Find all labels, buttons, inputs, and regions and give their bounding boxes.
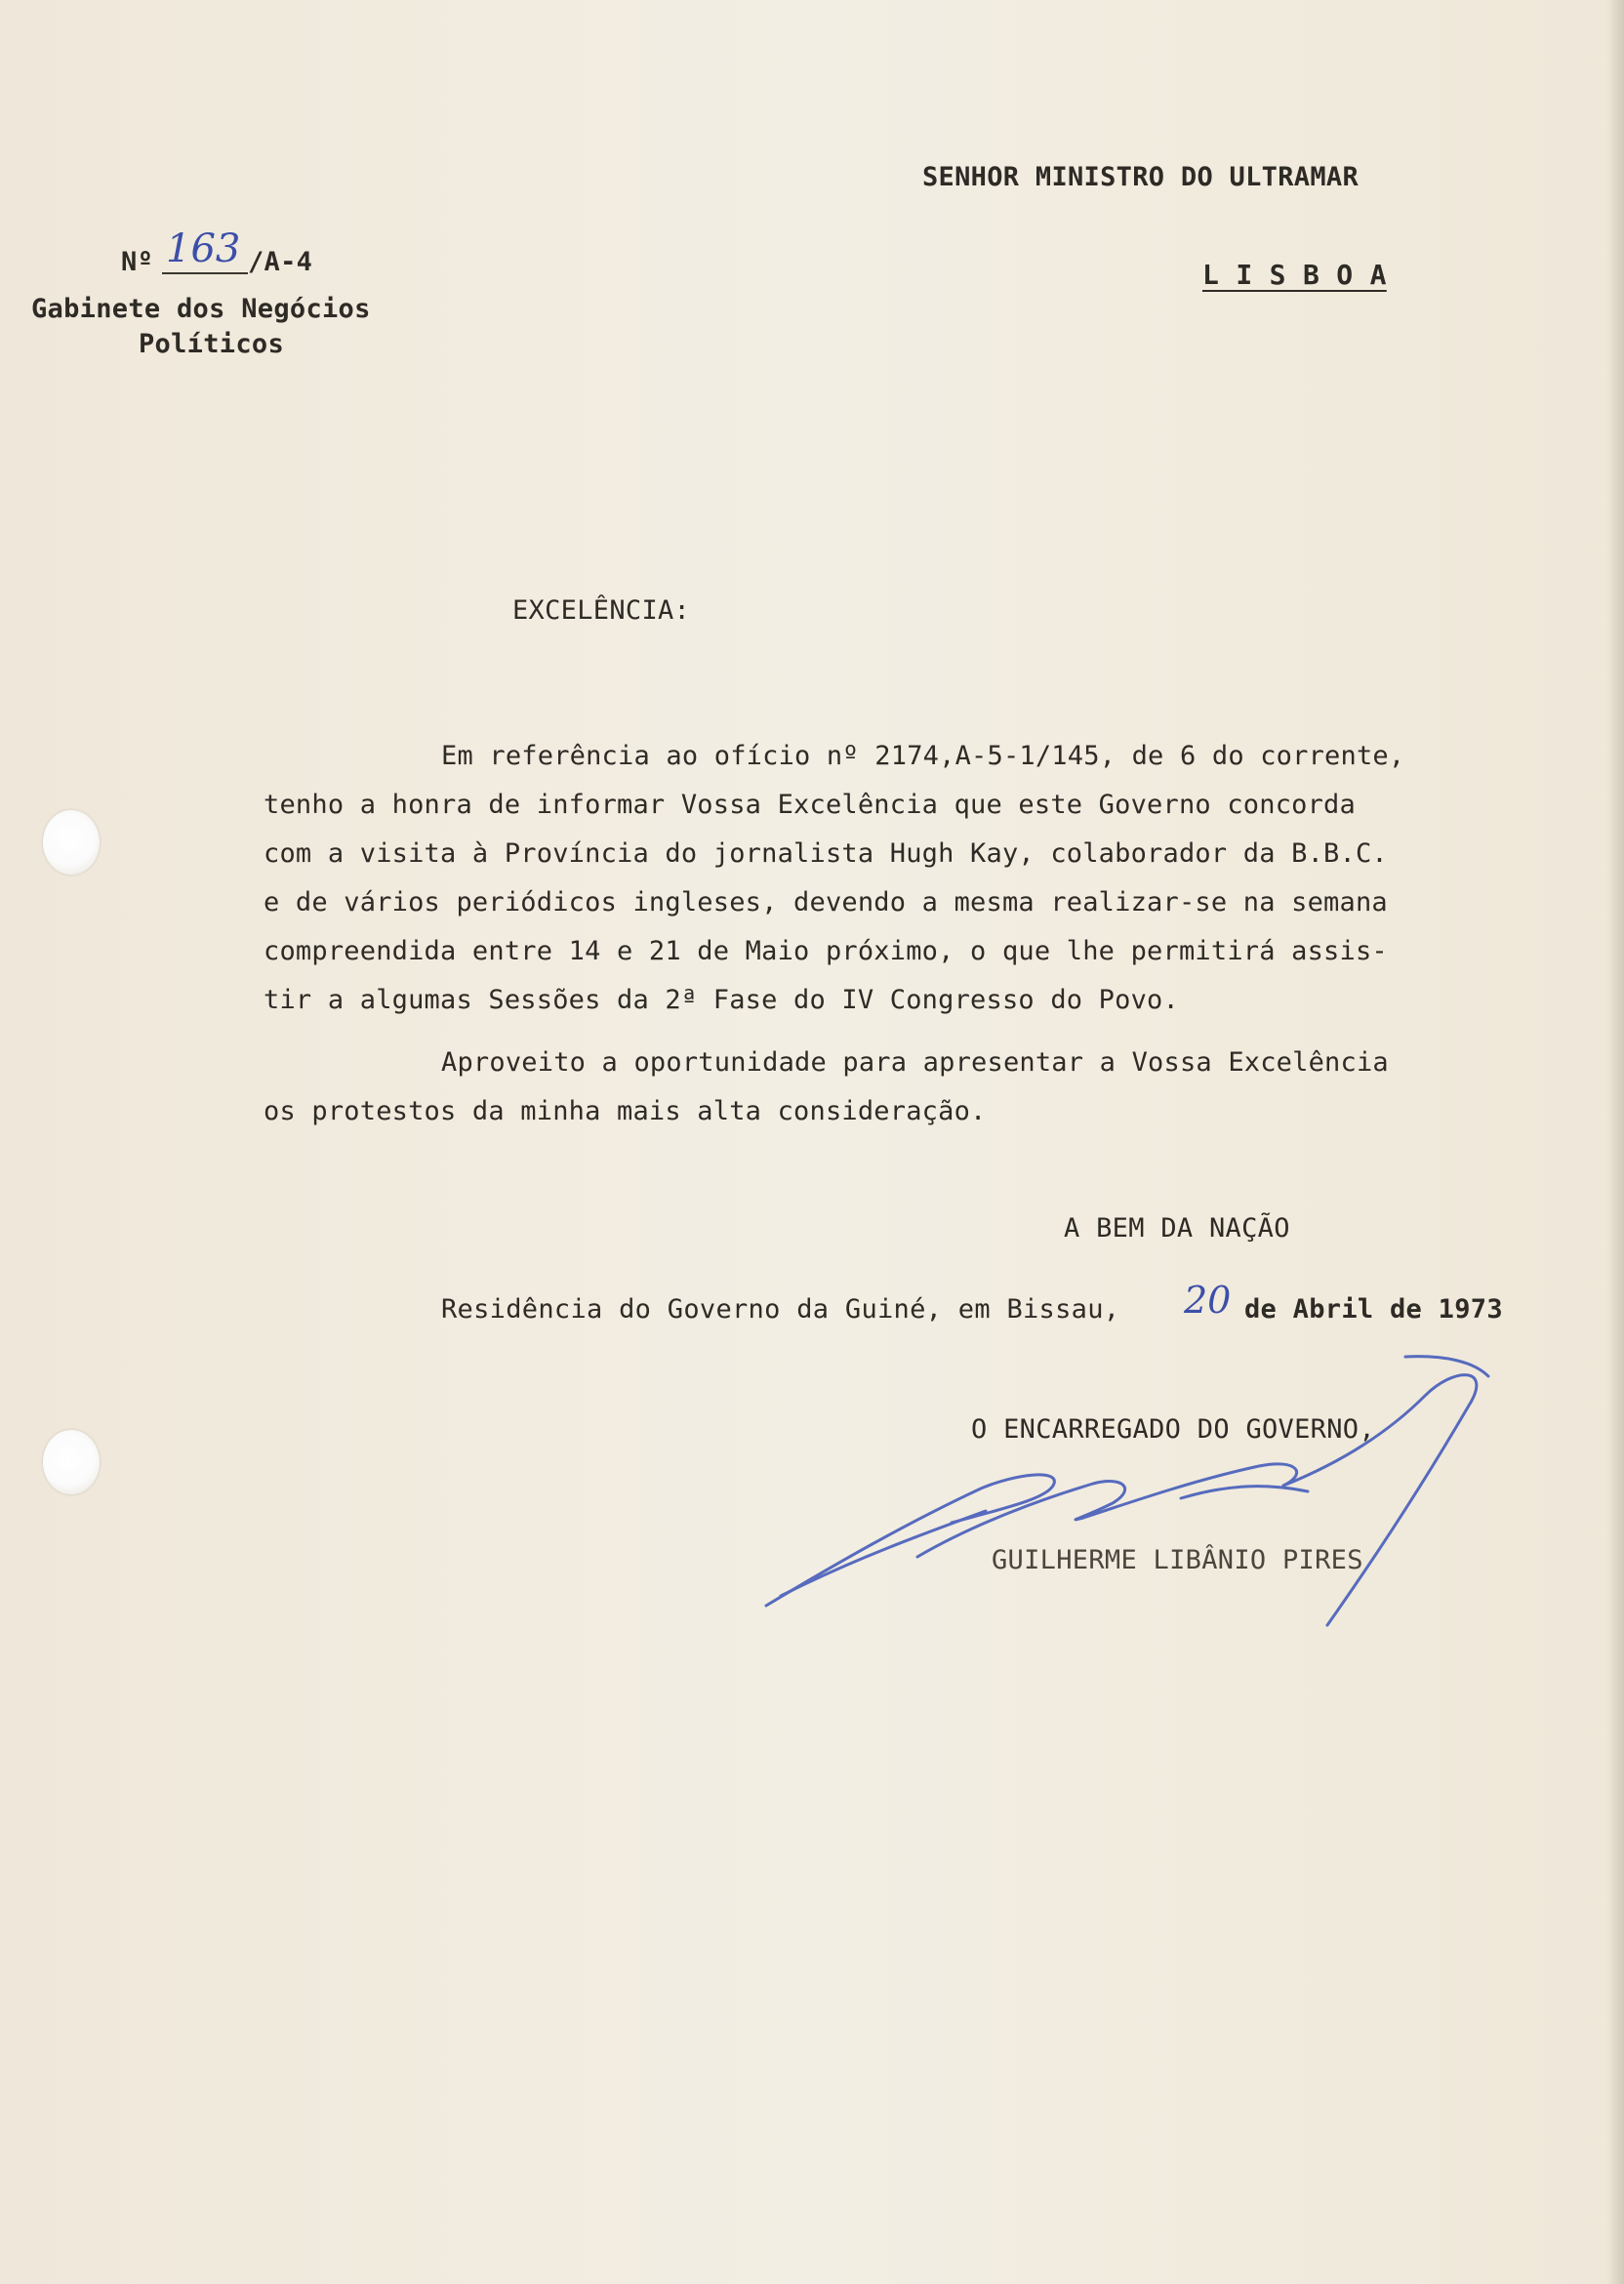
- paragraph-1-line-1: Em referência ao ofício nº 2174,A-5-1/145, de 6 do corrente,: [441, 741, 1405, 771]
- paragraph-1-line-4: e de vários periódicos ingleses, devendo a mesma realizar-se na semana: [264, 887, 1388, 918]
- signer-title: O ENCARREGADO DO GOVERNO,: [971, 1414, 1375, 1445]
- office-line-1: Gabinete dos Negócios: [31, 294, 371, 324]
- paragraph-1-line-6: tir a algumas Sessões da 2ª Fase do IV Congresso do Povo.: [264, 985, 1179, 1015]
- paragraph-1-line-5: compreendida entre 14 e 21 de Maio próximo, o que lhe permitirá assis-: [264, 936, 1388, 966]
- office-line-2: Políticos: [139, 329, 284, 359]
- paragraph-2-line-2: os protestos da minha mais alta consideração.: [264, 1096, 987, 1126]
- ref-number-handwritten: 163: [166, 226, 241, 271]
- paragraph-1-line-2: tenho a honra de informar Vossa Excelência que este Governo concorda: [264, 790, 1356, 820]
- closing-motto: A BEM DA NAÇÃO: [1064, 1213, 1290, 1244]
- signer-name: GUILHERME LIBÂNIO PIRES: [992, 1545, 1363, 1575]
- paragraph-2-line-1: Aproveito a oportunidade para apresentar a Vossa Excelência: [441, 1047, 1389, 1078]
- paragraph-1-line-3: com a visita à Província do jornalista Hugh Kay, colaborador da B.B.C.: [264, 838, 1388, 869]
- city: L I S B O A: [1202, 259, 1387, 291]
- day-handwritten: 20: [1184, 1279, 1232, 1322]
- ref-prefix: Nº: [121, 247, 154, 277]
- ref-suffix: /A-4: [248, 247, 313, 277]
- place-date-suffix: de Abril de 1973: [1244, 1294, 1503, 1325]
- place-date-prefix: Residência do Governo da Guiné, em Bissau,: [441, 1294, 1120, 1325]
- addressee: SENHOR MINISTRO DO ULTRAMAR: [922, 162, 1359, 192]
- salutation: EXCELÊNCIA:: [512, 595, 691, 626]
